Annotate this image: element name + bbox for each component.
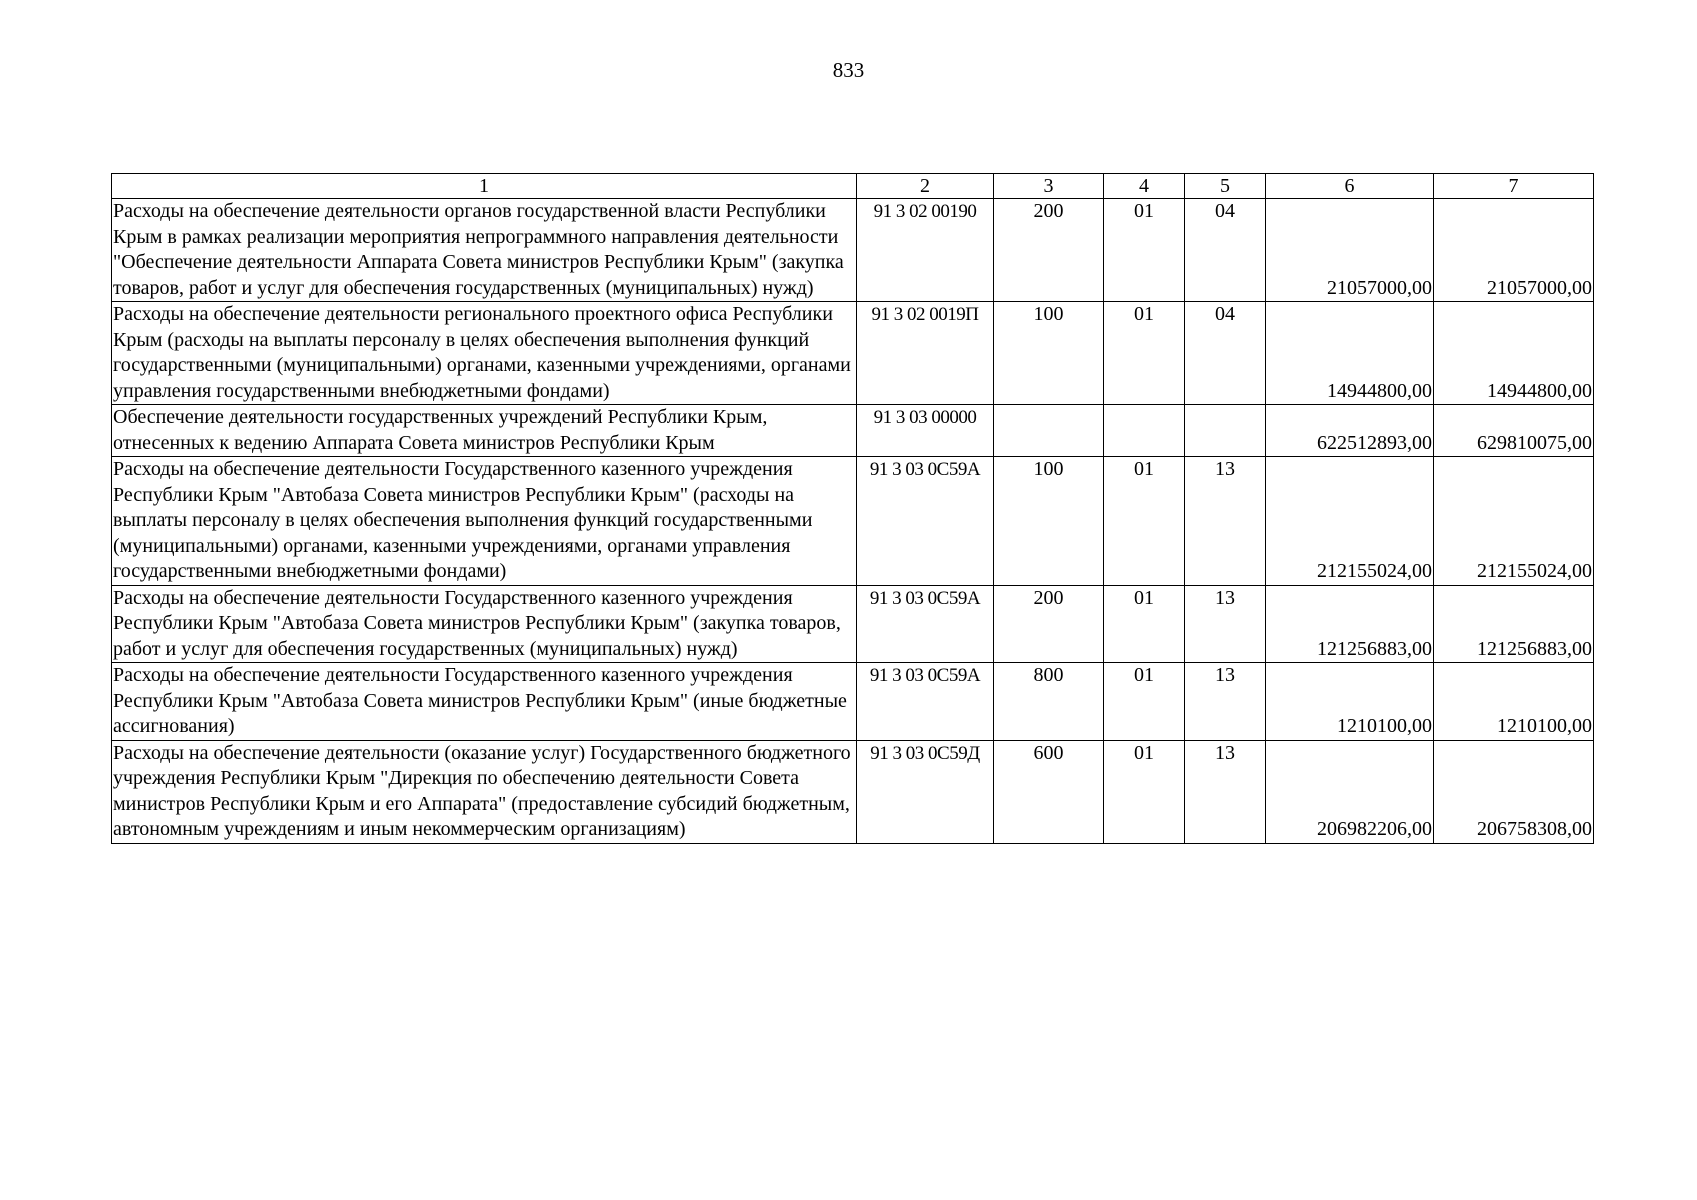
expense-type-cell: 200 — [994, 199, 1104, 302]
section-cell: 01 — [1104, 457, 1185, 586]
column-header: 4 — [1104, 174, 1185, 199]
table-header-row — [112, 174, 1594, 199]
amount-cell-col7: 121256883,00 — [1434, 585, 1594, 663]
subsection-cell: 04 — [1185, 302, 1266, 405]
subsection-cell: 13 — [1185, 663, 1266, 741]
table-row — [112, 302, 1594, 405]
table-row — [112, 405, 1594, 457]
column-header: 1 — [112, 174, 857, 199]
amount-cell-col7: 1210100,00 — [1434, 663, 1594, 741]
target-article-code-cell: 91 3 03 0С59А — [857, 663, 994, 741]
amount-cell-col7: 629810075,00 — [1434, 405, 1594, 457]
section-cell: 01 — [1104, 199, 1185, 302]
expense-type-cell: 600 — [994, 740, 1104, 843]
expense-name-cell: Расходы на обеспечение деятельности (оказание услуг) Государственного бюджетного учреждения Республики Крым "Дирекция по обеспечению деятельности Совета министров Республики Крым и его Аппарата" (предоставление субсидий бюджетным, автономным учреждениям и иным некоммерческим организациям) — [112, 740, 857, 843]
expense-type-cell: 800 — [994, 663, 1104, 741]
amount-cell-col6: 206982206,00 — [1266, 740, 1434, 843]
section-cell: 01 — [1104, 585, 1185, 663]
table-row — [112, 663, 1594, 741]
column-header: 5 — [1185, 174, 1266, 199]
expense-type-cell — [994, 405, 1104, 457]
expense-name-cell: Расходы на обеспечение деятельности Государственного казенного учреждения Республики Крым "Автобаза Совета министров Республики Крым" (расходы на выплаты персоналу в целях обеспечения выполнения функций государственными (муниципальными) органами, казенными учреждениями, органами управления государственными внебюджетными фондами) — [112, 457, 857, 586]
expense-name-cell: Расходы на обеспечение деятельности регионального проектного офиса Республики Крым (расходы на выплаты персоналу в целях обеспечения выполнения функций государственными (муниципальными) органами, казенными учреждениями, органами управления государственными внебюджетными фондами) — [112, 302, 857, 405]
amount-cell-col6: 21057000,00 — [1266, 199, 1434, 302]
amount-cell-col6: 14944800,00 — [1266, 302, 1434, 405]
amount-cell-col7: 206758308,00 — [1434, 740, 1594, 843]
section-cell: 01 — [1104, 302, 1185, 405]
column-header: 7 — [1434, 174, 1594, 199]
target-article-code-cell: 91 3 02 0019П — [857, 302, 994, 405]
table-row — [112, 457, 1594, 586]
subsection-cell — [1185, 405, 1266, 457]
amount-cell-col6: 212155024,00 — [1266, 457, 1434, 586]
expense-name-cell: Расходы на обеспечение деятельности органов государственной власти Республики Крым в рамках реализации мероприятия непрограммного направления деятельности "Обеспечение деятельности Аппарата Совета министров Республики Крым" (закупка товаров, работ и услуг для обеспечения государственных (муниципальных) нужд) — [112, 199, 857, 302]
column-header: 2 — [857, 174, 994, 199]
column-header: 3 — [994, 174, 1104, 199]
amount-cell-col6: 1210100,00 — [1266, 663, 1434, 741]
page-number: 833 — [832, 58, 865, 82]
subsection-cell: 04 — [1185, 199, 1266, 302]
amount-cell-col7: 212155024,00 — [1434, 457, 1594, 586]
target-article-code-cell: 91 3 03 0С59А — [857, 457, 994, 586]
section-cell: 01 — [1104, 663, 1185, 741]
expense-type-cell: 100 — [994, 302, 1104, 405]
expense-type-cell: 100 — [994, 457, 1104, 586]
section-cell: 01 — [1104, 740, 1185, 843]
target-article-code-cell: 91 3 02 00190 — [857, 199, 994, 302]
subsection-cell: 13 — [1185, 585, 1266, 663]
table-row — [112, 740, 1594, 843]
target-article-code-cell: 91 3 03 0С59Д — [857, 740, 994, 843]
amount-cell-col6: 121256883,00 — [1266, 585, 1434, 663]
expense-type-cell: 200 — [994, 585, 1104, 663]
section-cell — [1104, 405, 1185, 457]
expense-name-cell: Расходы на обеспечение деятельности Государственного казенного учреждения Республики Крым "Автобаза Совета министров Республики Крым" (иные бюджетные ассигнования) — [112, 663, 857, 741]
target-article-code-cell: 91 3 03 00000 — [857, 405, 994, 457]
expense-name-cell: Обеспечение деятельности государственных учреждений Республики Крым, отнесенных к ведению Аппарата Совета министров Республики Крым — [112, 405, 857, 457]
amount-cell-col7: 14944800,00 — [1434, 302, 1594, 405]
subsection-cell: 13 — [1185, 457, 1266, 586]
subsection-cell: 13 — [1185, 740, 1266, 843]
target-article-code-cell: 91 3 03 0С59А — [857, 585, 994, 663]
amount-cell-col6: 622512893,00 — [1266, 405, 1434, 457]
table-row — [112, 199, 1594, 302]
budget-table — [111, 173, 1594, 844]
column-header: 6 — [1266, 174, 1434, 199]
table-row — [112, 585, 1594, 663]
amount-cell-col7: 21057000,00 — [1434, 199, 1594, 302]
expense-name-cell: Расходы на обеспечение деятельности Государственного казенного учреждения Республики Крым "Автобаза Совета министров Республики Крым" (закупка товаров, работ и услуг для обеспечения государственных (муниципальных) нужд) — [112, 585, 857, 663]
